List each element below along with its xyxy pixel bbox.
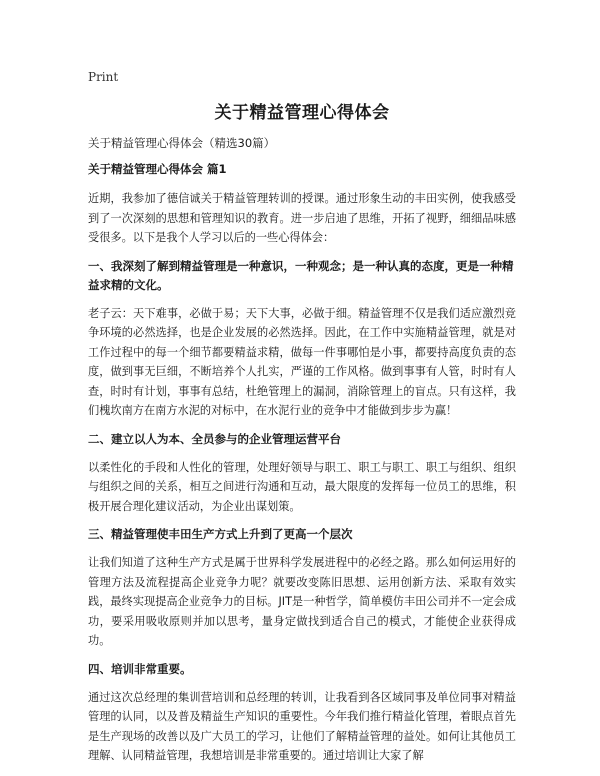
document-page xyxy=(88,70,516,775)
section-heading-3: 三、精益管理使丰田生产方式上升到了更高一个层次 xyxy=(88,527,353,541)
section-body-4: 通过这次总经理的集训营培训和总经理的转训，让我看到各区域同事及单位同事对精益管理的认同，以及普及精益生产知识的重要性。今年我们推行精益化管理，着眼点首先是生产现场的改善以及广大员工的学习，让他们了解精益管理的益处。如何让其他员工理解、认同精益管理，我想培训是非常重要的。通过培训让大家了解 xyxy=(88,690,516,762)
print-link[interactable]: Print xyxy=(88,70,119,84)
section-heading-1: 一、我深刻了解到精益管理是一种意识，一种观念；是一种认真的态度，更是一种精益求精的文化。 xyxy=(88,258,514,292)
document-subtitle: 关于精益管理心得体会（精选30篇） xyxy=(88,136,276,150)
section-heading-2: 二、建立以人为本、全员参与的企业管理运营平台 xyxy=(88,431,341,446)
section-body-2: 以柔性化的手段和人性化的管理，处理好领导与职工、职工与职工、职工与组织、组织与组织之间的关系，相互之间进行沟通和互动，最大限度的发挥每一位员工的思维，积极开展合理化建议活动，为企业出谋划策。 xyxy=(88,460,516,513)
section-body-1: 老子云：天下难事，必做于易；天下大事，必做于细。精益管理不仅是我们适应激烈竞争环境的必然选择，也是企业发展的必然选择。因此，在工作中实施精益管理，就是对工作过程中的每一个细节都要精益求精，做每一件事哪怕是小事，都要持高度负责的态度，做到事无巨细，不断培养个人扎实，严谨的工作风格。做到事事有人管，时时有人查，时时有计划，事事有总结，杜绝管理上的漏洞，消除管理上的盲点。只有这样，我们槐坎南方在南方水泥的对标中，在水泥行业的竞争中才能做到步步为赢！ xyxy=(88,306,516,417)
part-heading: 关于精益管理心得体会 篇1 xyxy=(88,162,227,176)
section-heading-4: 四、培训非常重要。 xyxy=(88,661,192,676)
intro-paragraph: 近期，我参加了德信诚关于精益管理转训的授课。通过形象生动的丰田实例，使我感受到了一次深刻的思想和管理知识的教育。进一步启迪了思维，开拓了视野，细细品味感受很多。以下是我个人学习以后的一些心得体会： xyxy=(88,192,516,244)
page-title: 关于精益管理心得体会 xyxy=(214,103,390,123)
section-body-3: 让我们知道了这种生产方式是属于世界科学发展进程中的必经之路。那么如何运用好的管理方法及流程提高企业竞争力呢？就要改变陈旧思想、运用创新方法、采取有效实践，最终实现提高企业竞争力的目标。JIT是一种哲学，简单模仿丰田公司并不一定会成功，要采用吸收原则并加以思考，量身定做找到适合自己的模式，才能使企业获得成功。 xyxy=(88,556,516,647)
